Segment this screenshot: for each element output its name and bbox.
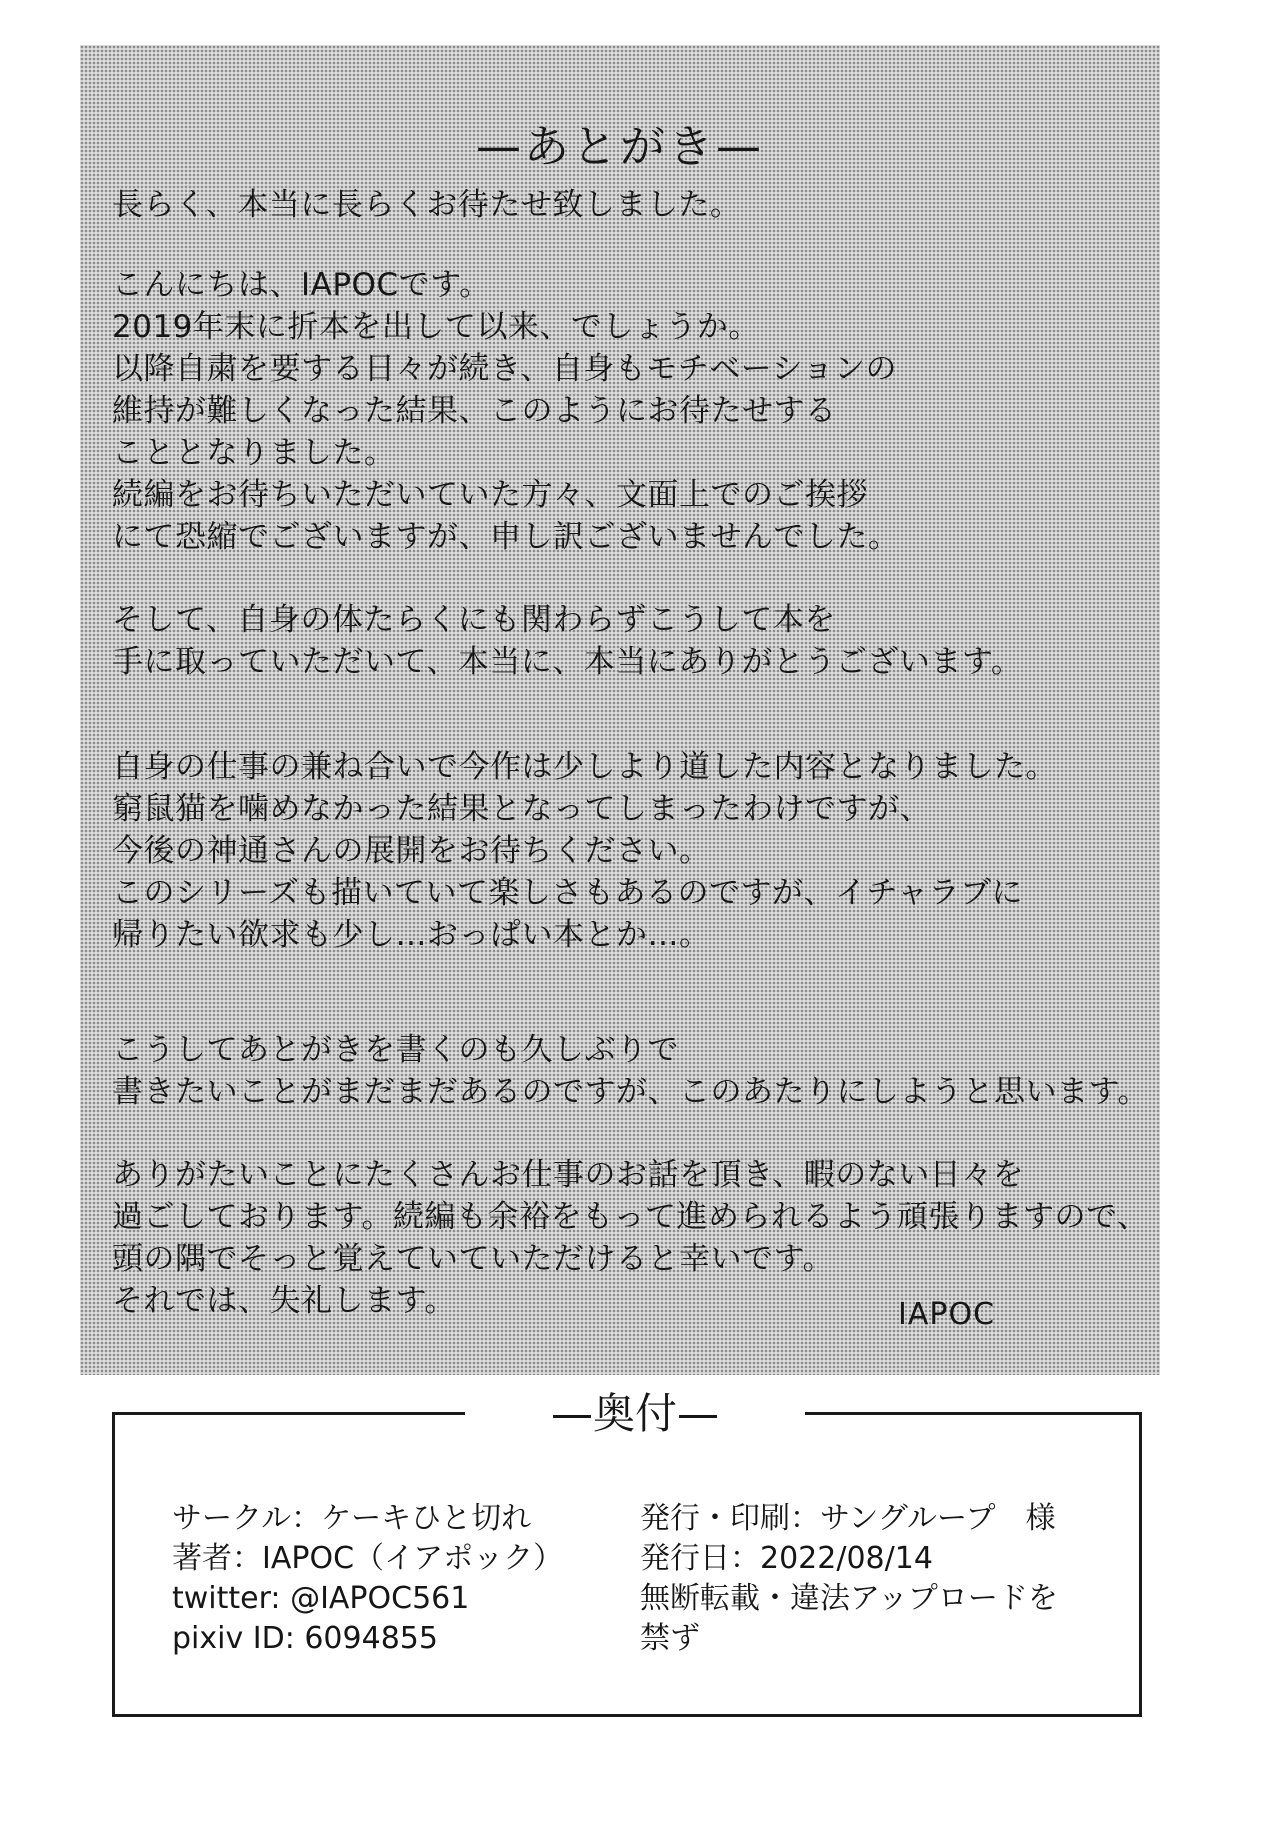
colophon-twitter: twitter: @IAPOC561 [172, 1581, 470, 1616]
colophon-notice-end: 禁ず [640, 1621, 700, 1656]
afterword-line: 維持が難しくなった結果、このようにお待たせする [112, 393, 837, 429]
afterword-line: 頭の隅でそっと覚えていていただけると幸いです。 [112, 1241, 835, 1277]
afterword-line: こととなりました。 [112, 435, 396, 471]
colophon-publisher: 発行・印刷：サングループ 様 [640, 1501, 1056, 1536]
afterword-line: 手に取っていただいて、本当に、本当にありがとうございます。 [112, 644, 1023, 680]
afterword-title: —あとがき— [475, 120, 764, 173]
colophon-pixiv: pixiv ID: 6094855 [172, 1621, 438, 1656]
afterword-line: そして、自身の体たらくにも関わらずこうして本を [112, 602, 836, 638]
colophon-title: —奥付— [465, 1386, 805, 1442]
afterword-line: にて恐縮でございますが、申し訳ございませんでした。 [112, 519, 900, 555]
afterword-line: このシリーズも描いていて楽しさもあるのですが、イチャラブに [112, 875, 1024, 911]
colophon-circle: サークル：ケーキひと切れ [172, 1501, 532, 1536]
afterword-line: こうしてあとがきを書くのも久しぶりで [112, 1032, 679, 1068]
afterword-line: ありがたいことにたくさんお仕事のお話を頂き、暇のない日々を [112, 1157, 1025, 1193]
afterword-line: それでは、失礼します。 [112, 1283, 457, 1319]
colophon-date: 発行日：2022/08/14 [640, 1541, 933, 1576]
afterword-signature: IAPOC [898, 1297, 996, 1332]
afterword-line: こんにちは、IAPOCです。 [112, 267, 491, 303]
afterword-line: 2019年末に折本を出して以来、でしょうか。 [112, 309, 760, 345]
afterword-line: 書きたいことがまだまだあるのですが、このあたりにしようと思います。 [112, 1074, 1150, 1110]
afterword-line: 帰りたい欲求も少し…おっぱい本とか…。 [112, 917, 711, 953]
afterword-line: 以降自粛を要する日々が続き、自身もモチベーションの [112, 351, 898, 387]
afterword-line: 窮鼠猫を噛めなかった結果となってしまったわけですが、 [112, 791, 931, 827]
afterword-line: 自身の仕事の兼ね合いで今作は少しより道した内容となりました。 [112, 749, 1057, 785]
afterword-line: 過ごしております。続編も余裕をもって進められるよう頑張りますので、 [112, 1199, 1149, 1235]
afterword-line: 長らく、本当に長らくお待たせ致しました。 [112, 187, 742, 223]
afterword-panel [80, 45, 1160, 1375]
afterword-line: 今後の神通さんの展開をお待ちください。 [112, 833, 711, 869]
colophon-notice: 無断転載・違法アップロードを [640, 1581, 1058, 1616]
afterword-line: 続編をお待ちいただいていた方々、文面上でのご挨拶 [112, 477, 868, 513]
colophon-author: 著者：IAPOC（イアポック） [172, 1541, 564, 1576]
